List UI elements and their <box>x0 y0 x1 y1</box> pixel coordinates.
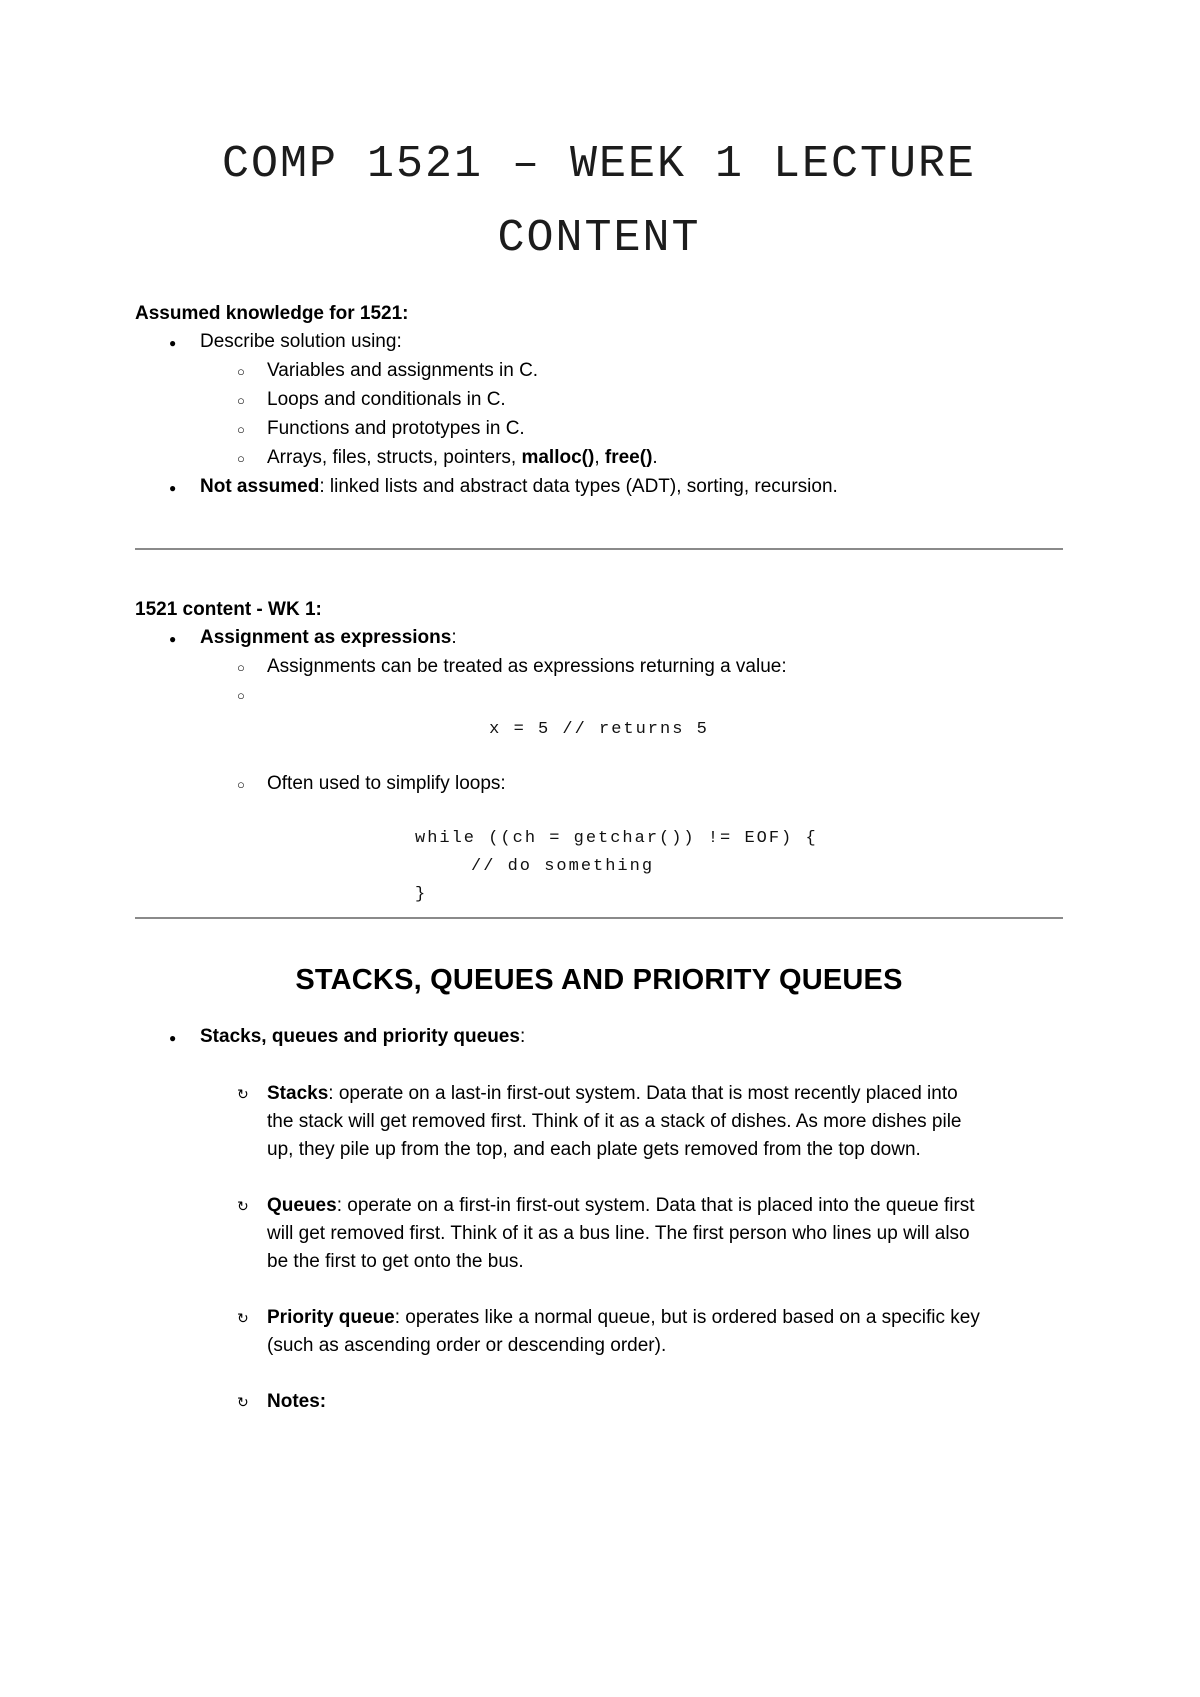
definition-item-priority-queue <box>135 1304 1063 1360</box>
document-title-line-1: COMP 1521 – WEEK 1 LECTURE <box>221 139 977 190</box>
definition-text <box>267 1080 985 1164</box>
list-item-variables <box>135 357 1063 386</box>
document-title-line-2: CONTENT <box>497 213 701 264</box>
filled-bullet-icon: ● <box>169 481 177 495</box>
list-item-text: Assignments can be treated as expressions returning a value: <box>267 656 787 677</box>
text-run: : operate on a first-in first-out system. Data that is placed into the queue first will get removed first. Think of it as a bus line. The first person who lines up will also be the first to get onto the bus. <box>267 1195 975 1272</box>
definition-item-notes <box>135 1388 1063 1416</box>
text-run-bold: Priority queue <box>267 1307 395 1328</box>
text-run: , <box>594 447 605 468</box>
list-item-text: Often used to simplify loops: <box>267 773 506 794</box>
filled-bullet-icon: ● <box>169 336 177 350</box>
refresh-bullet-icon: ↻ <box>237 1086 249 1102</box>
list-item-text: Variables and assignments in C. <box>267 360 539 381</box>
text-run: : <box>519 1026 526 1047</box>
list-item-text: Loops and conditionals in C. <box>267 389 506 410</box>
assumed-knowledge-heading: Assumed knowledge for 1521: <box>135 303 409 324</box>
document-title <box>135 0 1063 276</box>
definition-item-stacks <box>135 1080 1063 1164</box>
hollow-bullet-icon: ○ <box>237 422 245 437</box>
section-divider <box>135 917 1063 919</box>
definition-text <box>267 1304 985 1360</box>
list-item-empty <box>135 682 1063 710</box>
code-line: } <box>415 885 428 904</box>
list-item-text <box>200 624 1063 652</box>
code-block-while-loop <box>415 825 1063 909</box>
list-item-simplify-loops <box>135 770 1063 799</box>
text-run: : operate on a last-in first-out system. Data that is most recently placed into the stack will get removed first. Think of it as a stack of dishes. As more dishes pile up, they pile up from the top, and each plate gets removed from the top down. <box>267 1083 962 1160</box>
list-item-text: Functions and prototypes in C. <box>267 418 525 439</box>
text-run: : operates like a normal queue, but is ordered based on a specific key (such as ascending order or descending order). <box>267 1307 980 1356</box>
list-item-not-assumed <box>135 473 1063 502</box>
text-run-bold: Not assumed <box>200 476 320 497</box>
hollow-bullet-icon: ○ <box>237 660 245 675</box>
list-item-functions <box>135 415 1063 444</box>
definition-text <box>267 1192 985 1276</box>
list-item-arrays <box>135 444 1063 473</box>
hollow-bullet-icon: ○ <box>237 777 245 792</box>
definition-text <box>267 1388 985 1416</box>
text-run: : <box>451 627 457 648</box>
list-item-assignments-expression-value <box>135 653 1063 682</box>
filled-bullet-icon: ● <box>169 1031 177 1045</box>
code-snippet-assignment: x = 5 // returns 5 <box>489 720 709 739</box>
list-item-text <box>200 473 1063 501</box>
definition-item-queues <box>135 1192 1063 1276</box>
code-line: // do something <box>471 857 655 876</box>
list-item-describe-solution <box>135 328 1063 357</box>
text-run: Arrays, files, structs, pointers, <box>267 447 522 468</box>
content-wk1-heading: 1521 content - WK 1: <box>135 599 322 620</box>
list-item-text: Describe solution using: <box>200 331 402 352</box>
filled-bullet-icon: ● <box>169 632 177 646</box>
text-run-bold: free() <box>604 447 653 468</box>
section-divider <box>135 548 1063 550</box>
code-line: while ((ch = getchar()) != EOF) { <box>415 829 818 848</box>
text-run: : linked lists and abstract data types (ADT), sorting, recursion. <box>319 476 838 497</box>
text-run-bold: Queues <box>267 1195 337 1216</box>
text-run: . <box>652 447 658 468</box>
list-item-text <box>267 444 1063 472</box>
text-run-bold: malloc() <box>521 447 595 468</box>
stacks-section-heading: STACKS, QUEUES AND PRIORITY QUEUES <box>295 964 903 996</box>
list-item-assignment-expressions <box>135 624 1063 653</box>
text-run-bold: Stacks <box>267 1083 329 1104</box>
list-item-stacks-queues-intro <box>135 1023 1063 1052</box>
refresh-bullet-icon: ↻ <box>237 1310 249 1326</box>
hollow-bullet-icon: ○ <box>237 688 245 703</box>
text-run-bold: Notes: <box>267 1391 327 1412</box>
list-item-text <box>200 1023 1063 1051</box>
list-item-loops <box>135 386 1063 415</box>
text-run-bold: Stacks, queues and priority queues <box>200 1026 520 1047</box>
text-run-bold: Assignment as expressions <box>200 627 452 648</box>
hollow-bullet-icon: ○ <box>237 393 245 408</box>
refresh-bullet-icon: ↻ <box>237 1394 249 1410</box>
hollow-bullet-icon: ○ <box>237 451 245 466</box>
refresh-bullet-icon: ↻ <box>237 1198 249 1214</box>
hollow-bullet-icon: ○ <box>237 364 245 379</box>
